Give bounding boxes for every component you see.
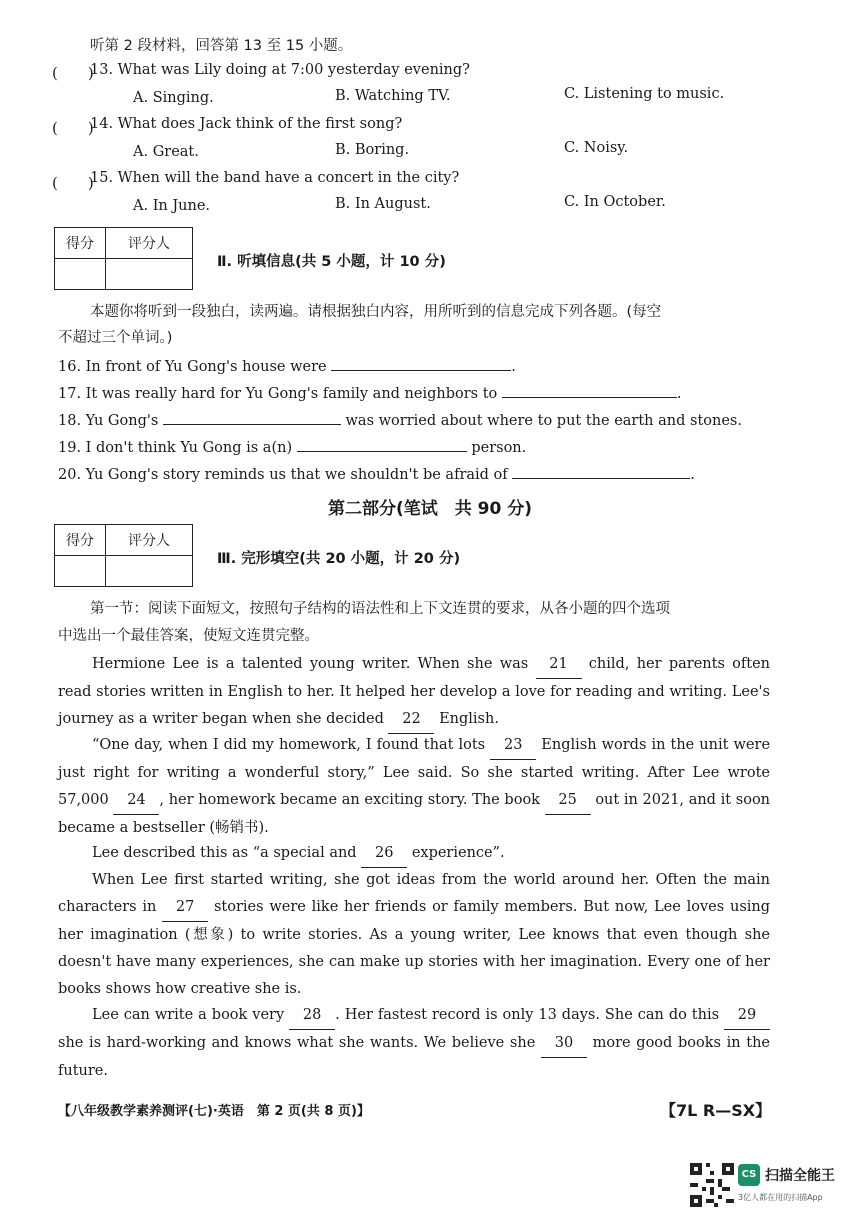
question-15: 15. When will the band have a concert in the city? <box>90 170 460 186</box>
fill-item-19-text: 19. I don't think Yu Gong is a(n) <box>58 440 293 456</box>
cloze-blank-29[interactable]: 29 <box>724 1002 770 1030</box>
passage-text: out in 2021, and it soon became a bestseller (畅销书). <box>58 792 771 836</box>
score-label: 得分 <box>55 525 106 556</box>
section3-instruction-1: 第一节：阅读下面短文，按照句子结构的语法性和上下文连贯的要求，从各小题的四个选项 <box>90 601 670 617</box>
fill-blank-19[interactable] <box>297 437 467 452</box>
option-14b: B. Boring. <box>335 142 410 158</box>
score-box-section2 <box>54 227 193 290</box>
passage-text: English words in the unit were just right for writing a wonderful story,” Lee said. So she started writing. After Lee wrote 57,000 <box>58 737 771 808</box>
cloze-blank-26[interactable]: 26 <box>361 840 407 868</box>
fill-item-20-text: 20. Yu Gong's story reminds us that we shouldn't be afraid of <box>58 467 508 483</box>
fill-item-18-end: was worried about where to put the earth and stones. <box>345 413 742 429</box>
answer-paren-14: ( ) <box>52 119 94 137</box>
fill-item-18-text: 18. Yu Gong's <box>58 413 159 429</box>
fill-item-16-text: 16. In front of Yu Gong's house were <box>58 359 327 375</box>
passage-text: stories were like her friends or family members. But now, Lee loves using her imagination (想象) to write stories. As a young writer, Lee knows that even though she doesn't have many experiences, she can make up stories with her imagination. Every one of her books shows how creative she is. <box>58 899 771 997</box>
score-cell[interactable] <box>55 259 106 290</box>
grader-cell[interactable] <box>106 556 193 587</box>
fill-blank-17[interactable] <box>502 383 677 398</box>
score-label: 得分 <box>55 228 106 259</box>
section3-title: Ⅲ. 完形填空(共 20 小题，计 20 分) <box>217 551 461 567</box>
answer-paren-13: ( ) <box>52 64 94 82</box>
passage-paragraph-1 <box>58 651 770 734</box>
passage-paragraph-4 <box>58 867 770 1003</box>
qr-code-icon <box>690 1163 734 1207</box>
question-13: 13. What was Lily doing at 7:00 yesterday evening? <box>90 62 470 78</box>
scanner-tagline: 3亿人都在用的扫描App <box>738 1193 823 1202</box>
option-15a: A. In June. <box>133 198 211 214</box>
passage-text: more good books in the future. <box>58 1035 771 1079</box>
scanner-brand: 扫描全能王 <box>765 1168 835 1184</box>
answer-paren-15: ( ) <box>52 174 94 192</box>
passage-text: , her homework became an exciting story. The book <box>159 792 540 808</box>
part2-title: 第二部分(笔试 共 90 分) <box>327 499 533 519</box>
option-15c: C. In October. <box>564 194 666 210</box>
page-footer: 【八年级教学素养测评(七)·英语 第 2 页(共 8 页)】 <box>58 1104 370 1119</box>
fill-blank-18[interactable] <box>163 410 341 425</box>
fill-item-20-end: . <box>690 467 695 483</box>
grader-cell[interactable] <box>106 259 193 290</box>
fill-item-17 <box>58 383 682 404</box>
passage-text: “One day, when I did my homework, I found that lots <box>92 737 486 753</box>
question-14: 14. What does Jack think of the first song? <box>90 116 403 132</box>
cloze-blank-30[interactable]: 30 <box>541 1030 587 1058</box>
passage-text: experience”. <box>411 845 505 861</box>
passage-text: English. <box>439 711 499 727</box>
exam-code: 【7L R—SX】 <box>660 1101 772 1120</box>
section2-instruction-1: 本题你将听到一段独白，读两遍。请根据独白内容，用所听到的信息完成下列各题。(每空 <box>90 304 662 320</box>
cloze-blank-23[interactable]: 23 <box>490 732 536 760</box>
fill-item-19 <box>58 437 526 458</box>
section3-instruction-2: 中选出一个最佳答案，使短文连贯完整。 <box>58 628 319 644</box>
listening-heading: 听第 2 段材料，回答第 13 至 15 小题。 <box>90 38 353 54</box>
fill-item-17-text: 17. It was really hard for Yu Gong's family and neighbors to <box>58 386 498 402</box>
passage-text: When Lee first started writing, she got ideas from the world around her. Often the main characters in <box>58 872 770 915</box>
passage-paragraph-2 <box>58 732 770 842</box>
passage-text: Hermione Lee is a talented young writer. When she was <box>92 656 529 672</box>
grader-label: 评分人 <box>106 525 193 556</box>
grader-label: 评分人 <box>106 228 193 259</box>
fill-blank-16[interactable] <box>331 356 511 371</box>
passage-paragraph-3 <box>58 840 770 868</box>
fill-item-20 <box>58 464 695 485</box>
option-15b: B. In August. <box>335 196 431 212</box>
fill-blank-20[interactable] <box>512 464 690 479</box>
option-14a: A. Great. <box>133 144 199 160</box>
passage-text: she is hard-working and knows what she wants. We believe she <box>58 1035 536 1051</box>
fill-item-19-end: person. <box>471 440 527 456</box>
passage-paragraph-5 <box>58 1002 770 1085</box>
cloze-blank-27[interactable]: 27 <box>162 894 208 922</box>
cloze-blank-25[interactable]: 25 <box>545 787 591 815</box>
passage-text: . Her fastest record is only 13 days. She can do this <box>335 1007 720 1023</box>
passage-text: child, her parents often read stories written in English to her. It helped her develop a love for reading and writing. Lee's journey as a writer began when she decided <box>58 656 771 727</box>
option-13a: A. Singing. <box>133 90 214 106</box>
score-box-section3 <box>54 524 193 587</box>
passage-text: Lee can write a book very <box>92 1007 285 1023</box>
fill-item-16-end: . <box>511 359 516 375</box>
option-13c: C. Listening to music. <box>564 86 725 102</box>
cloze-blank-22[interactable]: 22 <box>388 706 434 734</box>
cloze-blank-28[interactable]: 28 <box>289 1002 335 1030</box>
cloze-blank-21[interactable]: 21 <box>536 651 582 679</box>
fill-item-18 <box>58 410 742 431</box>
score-cell[interactable] <box>55 556 106 587</box>
section2-title: Ⅱ. 听填信息(共 5 小题，计 10 分) <box>217 254 446 270</box>
cloze-blank-24[interactable]: 24 <box>113 787 159 815</box>
fill-item-16 <box>58 356 516 377</box>
option-13b: B. Watching TV. <box>335 88 451 104</box>
camscanner-logo-icon: CS <box>738 1164 760 1186</box>
fill-item-17-end: . <box>676 386 682 402</box>
passage-text: Lee described this as “a special and <box>92 845 357 861</box>
section2-instruction-2: 不超过三个单词。) <box>58 330 173 346</box>
option-14c: C. Noisy. <box>564 140 629 156</box>
